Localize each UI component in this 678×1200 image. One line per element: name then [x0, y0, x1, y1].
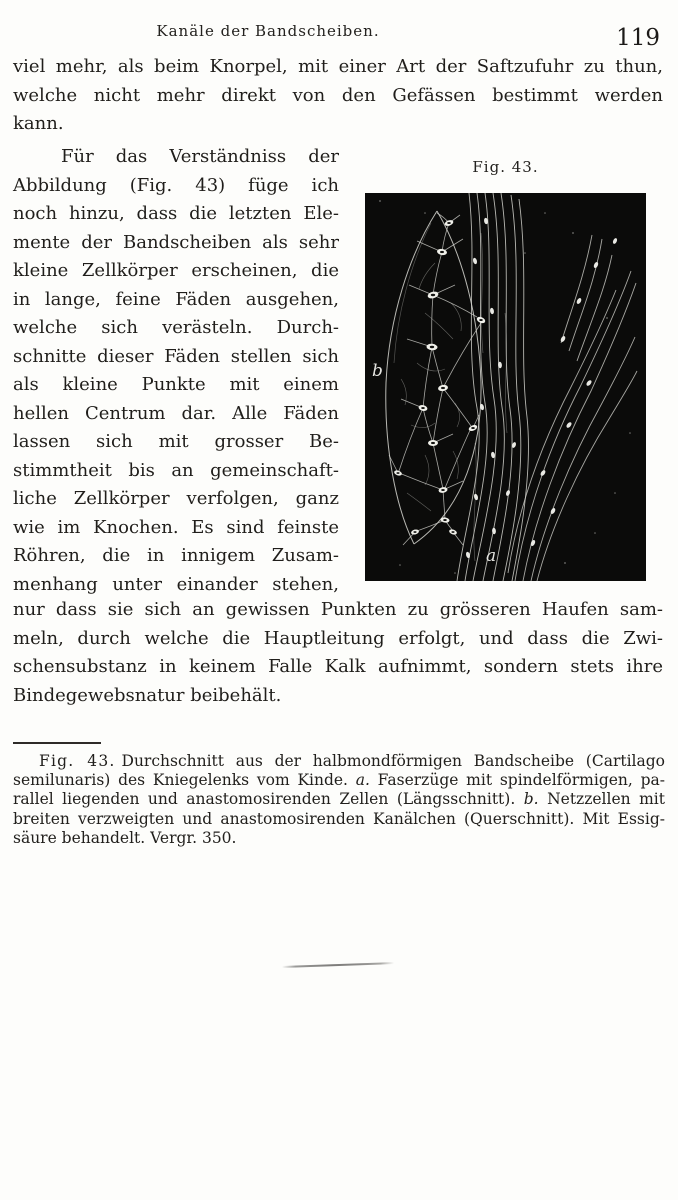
footnote-line	[13, 752, 665, 771]
footnote-text-segment: a.	[355, 771, 370, 790]
footnote-line	[13, 771, 665, 790]
footnote-separator	[13, 742, 101, 744]
text-line: Röhren, die in innigem Zusam-	[13, 545, 339, 566]
footnote-text-segment: säure behandelt. Vergr. 350.	[13, 828, 237, 847]
text-line: schensubstanz in keinem Falle Kalk aufnimmt, sondern stets ihre	[13, 656, 663, 677]
figure-label-b: b	[372, 361, 383, 381]
text-line: wie im Knochen. Es sind feinste	[13, 516, 339, 538]
footnote-text-segment: Netzzellen mit	[538, 790, 665, 809]
figure-caption: Fig. 43.	[472, 158, 539, 176]
text-line: hellen Centrum dar. Alle Fäden	[13, 402, 339, 424]
text-line: noch hinzu, dass die letzten Ele-	[13, 203, 339, 224]
text-line: schnitte dieser Fäden stellen sich	[13, 345, 339, 367]
text-line: meln, durch welche die Hauptleitung erfolgt, und dass die Zwi-	[13, 627, 663, 649]
histology-drawing	[365, 193, 646, 581]
running-header-title: Kanäle der Bandscheiben.	[156, 22, 380, 40]
text-line: Abbildung (Fig. 43) füge ich	[13, 174, 339, 196]
text-line: welche nicht mehr direkt von den Gefässen bestimmt werden	[13, 84, 663, 106]
text-line: menhang unter einander stehen,	[13, 573, 339, 595]
footnote-text-segment: b.	[523, 790, 539, 809]
text-line: stimmtheit bis an gemeinschaft-	[13, 459, 339, 481]
footnote-text-segment: semilunaris) des Kniegelenks vom Kinde.	[13, 771, 356, 790]
text-line: liche Zellkörper verfolgen, ganz	[13, 488, 339, 509]
footnote-text-segment: Fig. 43.	[39, 752, 116, 770]
footnote-text-segment: Durchschnitt aus der halbmondförmigen Bandscheibe (Cartilago	[121, 752, 665, 770]
paragraph-full-width	[13, 596, 663, 710]
footnote-line	[13, 829, 665, 848]
figure-illustration	[365, 193, 646, 581]
text-line: Für das Verständniss der	[61, 146, 339, 167]
footnote	[13, 752, 665, 848]
paragraph-continued	[13, 53, 663, 139]
footnote-text-segment: rallel liegenden und anastomosirenden Zellen (Längsschnitt).	[13, 790, 524, 809]
text-line: als kleine Punkte mit einem	[13, 374, 339, 395]
text-line: lassen sich mit grosser Be-	[13, 431, 339, 452]
page-number: 119	[616, 25, 660, 51]
text-line: Bindegewebsnatur beibehält.	[13, 684, 282, 706]
text-line: mente der Bandscheiben als sehr	[13, 231, 339, 253]
footnote-line	[13, 790, 665, 809]
footnote-text-segment: Faserzüge mit spindelförmigen, pa-	[369, 771, 665, 790]
text-line: welche sich verästeln. Durch-	[13, 317, 339, 338]
text-line: kann.	[13, 113, 64, 134]
end-flourish-line	[282, 962, 394, 968]
text-line: kleine Zellkörper erscheinen, die	[13, 260, 339, 281]
footnote-line	[13, 810, 665, 829]
text-line: nur dass sie sich an gewissen Punkten zu grösseren Haufen sam-	[13, 599, 663, 620]
footnote-text-segment: breiten verzweigten und anastomosirenden Kanälchen (Querschnitt). Mit Essig-	[13, 809, 665, 828]
paragraph-wrapped-column	[13, 143, 339, 599]
text-line: viel mehr, als beim Knorpel, mit einer Art der Saftzufuhr zu thun,	[13, 56, 663, 77]
text-line: in lange, feine Fäden ausgehen,	[13, 288, 339, 310]
figure-43	[365, 158, 646, 581]
figure-label-a: a	[486, 546, 497, 566]
